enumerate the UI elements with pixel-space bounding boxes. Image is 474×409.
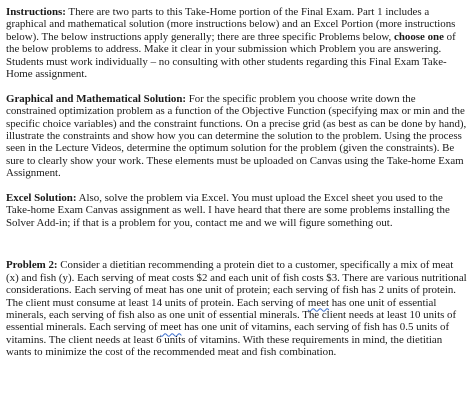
excel-text: Also, solve the problem via Excel. You must upload the Excel sheet you used to the Take-home Exam Canvas assignment as well. I have heard that there are some problems installing the Solver Add-in; if that is a problem for you, contact me and we will figure something out. (6, 192, 450, 229)
spelling-flagged-word: meet (160, 321, 182, 334)
problem2-text-2: has one unit of essential minerals, each serving of fish also as one unit of essential minerals. The client needs at least 10 units of essential minerals. Each serving of (6, 296, 457, 334)
instructions-heading: Instructions: (6, 6, 66, 18)
graphical-paragraph (6, 93, 468, 180)
excel-paragraph (6, 192, 468, 229)
problem2-text-3: has one unit of vitamins, each serving of fish has 0.5 units of vitamins. The client needs at least 6 units of vitamins. With these requirements in mind, the dietitian wants to minimize the cost of the recommended meat and fish combination. (6, 321, 450, 359)
instructions-paragraph (6, 6, 468, 80)
instructions-text-1: There are two parts to this Take-Home portion of the Final Exam. Part 1 includes a graphical and mathematical solution (more instructions below) and an Excel Portion (more instructions below). The below instructions apply generally; there are three specific Problems below, (6, 6, 456, 43)
problem2-paragraph (6, 259, 468, 358)
paragraph-spacer (6, 180, 468, 192)
paragraph-spacer (6, 80, 468, 92)
instructions-text-2: of the below problems to address. Make it clear in your submission which Problem you are answering. Students must work individually – no consulting with other students regarding this Final Exam Take-Home assignment. (6, 30, 456, 81)
section-spacer (6, 229, 468, 259)
problem2-text-1: Consider a dietitian recommending a protein diet to a customer, specifically a mix of meat (x) and fish (y). Each serving of meat costs $2 and each unit of fish costs $3. There are various nutritional considerations. Each serving of meat has one unit of protein; each serving of fish has 2 units of protein. The client must consume at least 14 units of protein. Each serving of (6, 259, 467, 309)
graphical-heading: Graphical and Mathematical Solution: (6, 92, 187, 105)
problem2-heading: Problem 2: (6, 259, 58, 272)
document-body (6, 6, 468, 359)
excel-heading: Excel Solution: (6, 192, 77, 205)
spelling-flagged-word: meet (307, 296, 330, 309)
graphical-text: For the specific problem you choose write down the constrained optimization problem as a function of the Objective Function (specifying max or min and the specific choice variables) and the constraint functions. On a precise grid (as best as can be done by hand), illustrate the constraints and show how you can determine the solution to the problem. Using the process seen in the Lecture Videos, determine the optimum solution for the problem (given the constraints). Be sure to clearly show your work. These elements must be uploaded on Canvas using the Take-home Exam Assignment. (6, 92, 467, 180)
instructions-emphasis: choose one (394, 30, 444, 43)
